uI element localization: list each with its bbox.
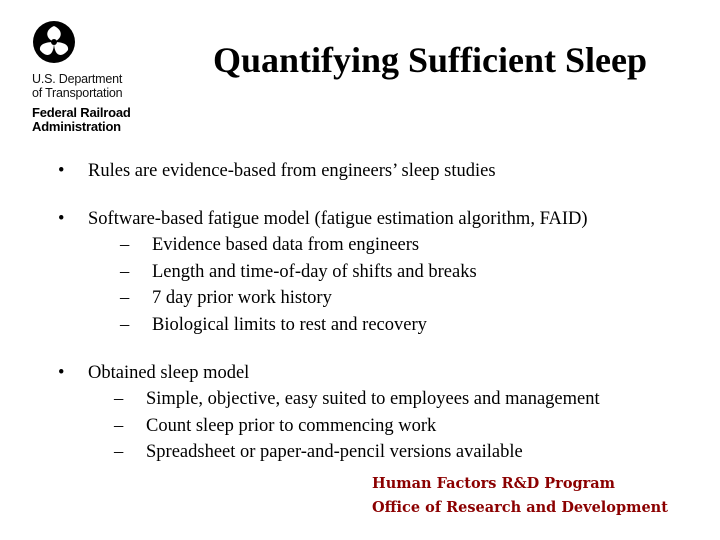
sub-item-text: Biological limits to rest and recovery bbox=[152, 314, 427, 335]
sub-list bbox=[114, 386, 698, 466]
slide-title: Quantifying Sufficient Sleep bbox=[212, 40, 648, 80]
footer-line-2: Office of Research and Development bbox=[372, 499, 668, 516]
sub-item bbox=[120, 259, 698, 286]
sub-item-text: Simple, objective, easy suited to employees and management bbox=[146, 389, 600, 409]
sub-item bbox=[114, 413, 698, 440]
dash-marker: – bbox=[114, 442, 124, 462]
bullet-marker: • bbox=[58, 161, 65, 181]
department-line-1: U.S. Department bbox=[32, 72, 123, 86]
bullet-marker: • bbox=[58, 209, 65, 229]
footer-line-1: Human Factors R&D Program bbox=[372, 475, 616, 492]
dash-marker: – bbox=[114, 389, 124, 409]
dot-logo-icon bbox=[32, 20, 76, 64]
sub-item bbox=[120, 232, 698, 259]
bullet-text: Rules are evidence-based from engineers’ sleep studies bbox=[88, 161, 496, 181]
dash-marker: – bbox=[114, 415, 124, 436]
agency-line-2: Administration bbox=[32, 119, 121, 134]
sub-list bbox=[120, 232, 698, 338]
sub-item-text: 7 day prior work history bbox=[152, 288, 332, 308]
sub-item bbox=[120, 312, 698, 339]
dash-marker: – bbox=[120, 235, 130, 255]
sub-item bbox=[120, 285, 698, 312]
department-line-2: of Transportation bbox=[32, 86, 123, 100]
slide-content bbox=[58, 158, 698, 466]
bullet-marker: • bbox=[58, 363, 65, 383]
sub-item-text: Evidence based data from engineers bbox=[152, 235, 420, 255]
dash-marker: – bbox=[120, 314, 130, 335]
sub-item-text: Spreadsheet or paper-and-pencil versions available bbox=[146, 442, 523, 462]
department-name bbox=[32, 72, 182, 100]
footer-program-label bbox=[372, 472, 668, 520]
agency-name bbox=[32, 106, 182, 134]
bullet-text: Software-based fatigue model (fatigue estimation algorithm, FAID) bbox=[88, 209, 588, 229]
bullet-item bbox=[58, 360, 698, 466]
sub-item bbox=[114, 386, 698, 413]
agency-line-1: Federal Railroad bbox=[32, 105, 131, 120]
bullet-text: Obtained sleep model bbox=[88, 363, 250, 383]
dash-marker: – bbox=[120, 288, 130, 308]
dot-logo-block bbox=[32, 20, 182, 134]
dash-marker: – bbox=[120, 261, 130, 282]
sub-item-text: Count sleep prior to commencing work bbox=[146, 415, 437, 436]
bullet-item bbox=[58, 206, 698, 338]
sub-item-text: Length and time-of-day of shifts and breaks bbox=[152, 261, 477, 282]
bullet-item bbox=[58, 158, 698, 184]
sub-item bbox=[114, 439, 698, 466]
